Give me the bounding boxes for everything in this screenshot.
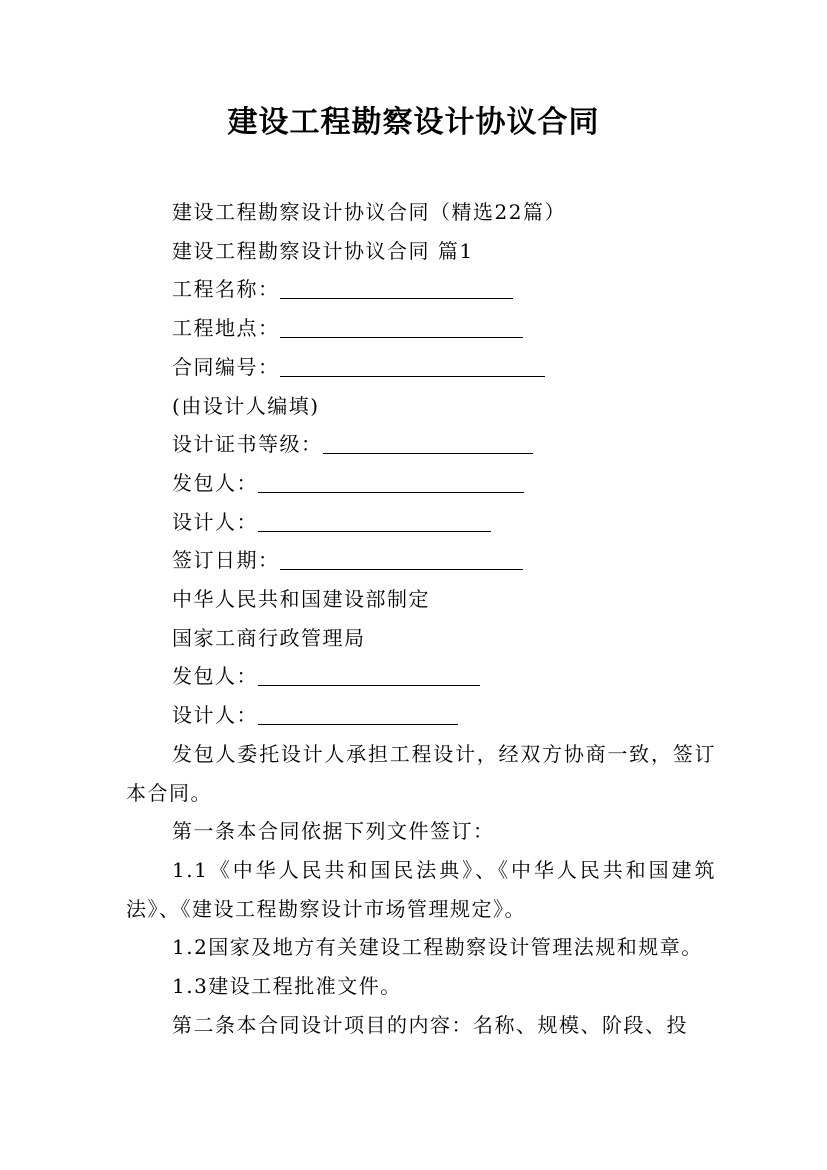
signing-date-row (126, 541, 716, 580)
party-designer-row (126, 696, 716, 735)
party-designer-label: 设计人： (172, 703, 258, 728)
certificate-level-label: 设计证书等级： (172, 432, 323, 457)
section-heading: 建设工程勘察设计协议合同 篇1 (172, 238, 474, 263)
certificate-level-blank (323, 431, 533, 454)
project-location-row (126, 309, 716, 348)
document-subtitle: 建设工程勘察设计协议合同（精选22篇） (172, 200, 566, 224)
document-body (126, 193, 716, 1044)
party-employer-label: 发包人： (172, 664, 258, 689)
employer-blank (258, 470, 524, 493)
issuer-ministry: 中华人民共和国建设部制定 (172, 587, 430, 612)
party-designer-blank (258, 702, 458, 725)
project-name-blank (280, 276, 513, 299)
designer-fill-note: (由设计人编填) (172, 393, 320, 418)
party-employer-blank (258, 663, 480, 686)
party-employer-row (126, 657, 716, 696)
project-name-row (126, 270, 716, 309)
contract-number-label: 合同编号： (172, 354, 280, 379)
article-2-heading: 第二条本合同设计项目的内容：名称、规模、阶段、投 (172, 1012, 688, 1037)
intro-paragraph: 发包人委托设计人承担工程设计，经双方协商一致，签订本合同。 (126, 741, 716, 805)
designer-row (126, 503, 716, 542)
contract-number-blank (280, 354, 545, 377)
employer-label: 发包人： (172, 470, 258, 495)
project-name-label: 工程名称： (172, 277, 280, 302)
project-location-label: 工程地点： (172, 316, 280, 341)
issuer-bureau: 国家工商行政管理局 (172, 625, 366, 650)
article-1-item-2: 1.2国家及地方有关建设工程勘察设计管理法规和规章。 (172, 935, 703, 960)
project-location-blank (280, 315, 523, 338)
contract-number-row (126, 348, 716, 387)
certificate-level-row (126, 425, 716, 464)
signing-date-blank (280, 547, 523, 570)
article-1-item-3: 1.3建设工程批准文件。 (172, 974, 402, 999)
employer-row (126, 464, 716, 503)
designer-blank (258, 509, 491, 532)
signing-date-label: 签订日期： (172, 548, 280, 573)
designer-label: 设计人： (172, 509, 258, 534)
document-title: 建设工程勘察设计协议合同 (227, 105, 600, 140)
article-1-item-1: 1.1《中华人民共和国民法典》、《中华人民共和国建筑法》、《建设工程勘察设计市场管理规定》。 (126, 857, 716, 921)
article-1-heading: 第一条本合同依据下列文件签订： (172, 819, 495, 844)
